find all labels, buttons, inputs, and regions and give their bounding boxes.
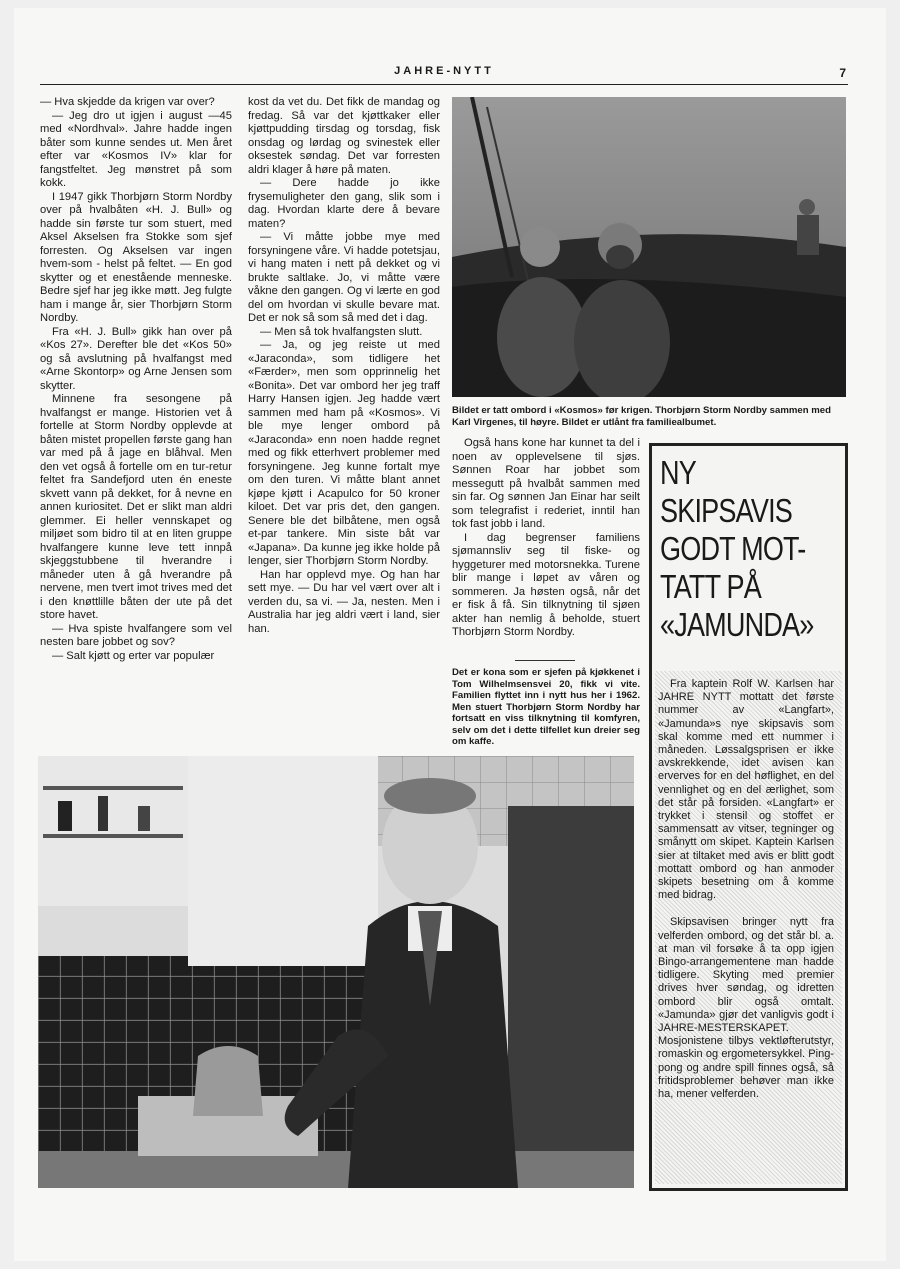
paragraph: — Ja, og jeg reiste ut med «Jaraconda», som tidligere het «Færder», men som opprinnelig het «Bonita». Det var ombord her jeg traff Harry Hansen igjen. Jeg hadde vært sammen med ham på «Kosmos». Vi ble mye lenger ombord på «Jaraconda» enn noen hadde regnet med og fikk etterhvert problemer med forsyningene. Jeg kunne fortalt mye om den turen. Vi måtte blant annet kjøpe kjøtt i Acapulco for 50 kroner kiloet. Det var pris det, den gangen. Senere ble det bilbåtene, men også et-par tankere. Min siste båt var «Japana». Da kunne jeg ikke holde på lenger, sier Thorbjørn Storm Nordby. bbox=[248, 339, 440, 567]
article-column-3 bbox=[452, 437, 640, 640]
paragraph: — Jeg dro ut igjen i august —45 med «Nordhval». Jahre hadde ingen båter som kunne sendes ut. Men året efter var «Kosmos IV» klar for fangstfeltet. Jeg mønstret på som kokk. bbox=[40, 109, 232, 189]
photo-kitchen-image bbox=[38, 756, 634, 1188]
photo-caption: Bildet er tatt ombord i «Kosmos» før krigen. Thorbjørn Storm Nordby sammen med Karl Virgenes, til høyre. Bildet er utlånt fra familiealbumet. bbox=[452, 405, 832, 428]
page-number: 7 bbox=[839, 66, 846, 80]
paragraph: Fra «H. J. Bull» gikk han over på «Kos 27». Derefter ble det «Kos 50» og så avslutning på hvalfangst med «Arne Skontorp» og Arne Jensen som skytter. bbox=[40, 325, 232, 392]
page-header bbox=[40, 62, 848, 85]
paragraph: Også hans kone har kunnet ta del i noen av opplevelsene til sjøs. Sønnen Roar har jobbet som messegutt på hvalbåt sammen med sin far. Og sønnen Jan Einar har seilt som telegrafist i rederiet, inntil han tok fast jobb i land. bbox=[452, 437, 640, 530]
headline-line: GODT MOT- bbox=[660, 530, 806, 567]
paragraph: — Hva skjedde da krigen var over? bbox=[40, 96, 215, 108]
paragraph: — Vi måtte jobbe mye med forsyningene våre. Vi hadde potetsjau, vi hang maten i nett på dekket og vi brukte saltlake. Jo, vi måtte være våkne den gangen. Og vi lærte en god del om hvordan vi skulle bevare mat. Det er nok så som så med det i dag. bbox=[248, 231, 440, 324]
box-text bbox=[658, 678, 834, 1101]
paragraph: Fra kaptein Rolf W. Karlsen har JAHRE NYTT mottatt det første nummer av «Langfart», «Jamunda»s nye skipsavis som skal komme med ett nummer i måneden. Løssalgsprisen er ikke avskrekkende, idet avisen kan erverves for en del høflighet, en del vennlighet og en del ærlighet, som det står på forsiden. «Langfart» er trykket i stensil og stoffet er sammensatt av vitser, tegninger og smånytt om skipet. Kaptein Karlsen sier at tiltaket med avis er blitt godt mottatt ombord og han anmoder skipets besetning om å komme med bidrag. bbox=[658, 678, 834, 902]
kitchen-photo-caption: Det er kona som er sjefen på kjøkkenet i Tom Wilhelmsensvei 20, fikk vi vite. Familien flyttet inn i nytt hus her i 1962. Men stuert Thorbjørn Storm Nordby har fortsatt en viss tilknytning til komfyren, selv om det i dette tilfellet kun dreier seg om kaffe. bbox=[452, 667, 640, 747]
paragraph: — Men så tok hvalfangsten slutt. bbox=[260, 325, 423, 338]
publication-title: JAHRE-NYTT bbox=[394, 65, 494, 77]
paragraph: I dag begrenser familiens sjømannsliv seg til fiske- og hyggeturer med motorsnekka. Turene blir mange i løpet av våren og sommeren. Ja høsten også, når det er fisk å få. Sin tilknytning til sjøen akter han nemlig å beholde, stuert Thorbjørn Storm Nordby. bbox=[452, 531, 640, 638]
headline-line: SKIPSAVIS bbox=[660, 492, 792, 529]
paragraph: I 1947 gikk Thorbjørn Storm Nordby over på hvalbåten «H. J. Bull» og hadde sin første tur som stuert, med Aksel Akselsen fra Stokke som sjef forresten. Og Akselsen var ingen hvem-som - helst på feltet. — En god skytter og et enestående menneske. Bedre sjef har jeg ikke møtt. Jeg fulgte ham i mange år, sier Thorbjørn Storm Nordby. bbox=[40, 190, 232, 324]
paragraph: — Dere hadde jo ikke frysemuligheter den gang, slik som i dag. Hvordan klarte dere å bevare maten? bbox=[248, 177, 440, 230]
paragraph: Han har opplevd mye. Og han har sett mye. — Du har vel vært over alt i verden du, sa vi. — Ja, nesten. Men i Australia har jeg aldri vært i land, sier han. bbox=[248, 568, 440, 635]
sidebar-box bbox=[649, 443, 848, 1191]
article-column-2 bbox=[248, 96, 440, 636]
headline-line: TATT PÅ bbox=[660, 568, 762, 605]
paragraph: Minnene fra sesongene på hvalfangst er mange. Historien vet å fortelle at Storm Nordby opplevde at båten mistet propellen første gang han var med på å jage en blåhval. Men den vet også å fortelle om en tur-retur feltet fra Sandefjord uten én eneste skvett vann på dekket, for å nevne en annen kuriositet. Det er slikt man aldri glemmer. Ei heller vennskapet og miljøet som bidro til at en liten gruppe hvalfangere kunne leve tett innpå skjeggstubbene til hverandre i måneder uten å gå hverandre på nervene, men tvert imot trives med det i den knøttlille båten der ute på det store havet. bbox=[40, 393, 232, 621]
paragraph: kost da vet du. Det fikk de mandag og fredag. Så var det kjøttkaker eller kjøttpudding tirsdag og torsdag, fisk onsdag og lørdag og svinestek eller oksestek søndag. Det var forresten aldri klager å høre på maten. bbox=[248, 96, 440, 176]
article-column-1 bbox=[40, 96, 232, 663]
headline-line: NY bbox=[660, 454, 696, 491]
paragraph: — Salt kjøtt og erter var populær bbox=[52, 649, 215, 662]
headline-line: «JAMUNDA» bbox=[660, 606, 814, 643]
photo-ship-deck bbox=[452, 97, 846, 397]
paragraph: — Hva spiste hvalfangere som vel nesten bare jobbet og sov? bbox=[40, 622, 232, 648]
box-headline bbox=[660, 454, 900, 644]
photo-kitchen bbox=[38, 756, 634, 1188]
paragraph: Skipsavisen bringer nytt fra velferden ombord, og det står bl. a. at man vil forsøke å ta opp igjen Bingo-arrangementene man hadde tidligere. Skyting med premier drives hver søndag, og idretten ombord blir også omtalt. «Jamunda» gjør det vanligvis godt i JAHRE-MESTERSKAPET. Mosjonistene tilbys vektløfterutstyr, romaskin og ergometersykkel. Ping-pong og andre spill finnes også, så fritidsproblemer behøver man ikke ha, mener velferden. bbox=[658, 916, 834, 1101]
divider bbox=[515, 660, 575, 661]
photo-ship-deck-image bbox=[452, 97, 846, 397]
